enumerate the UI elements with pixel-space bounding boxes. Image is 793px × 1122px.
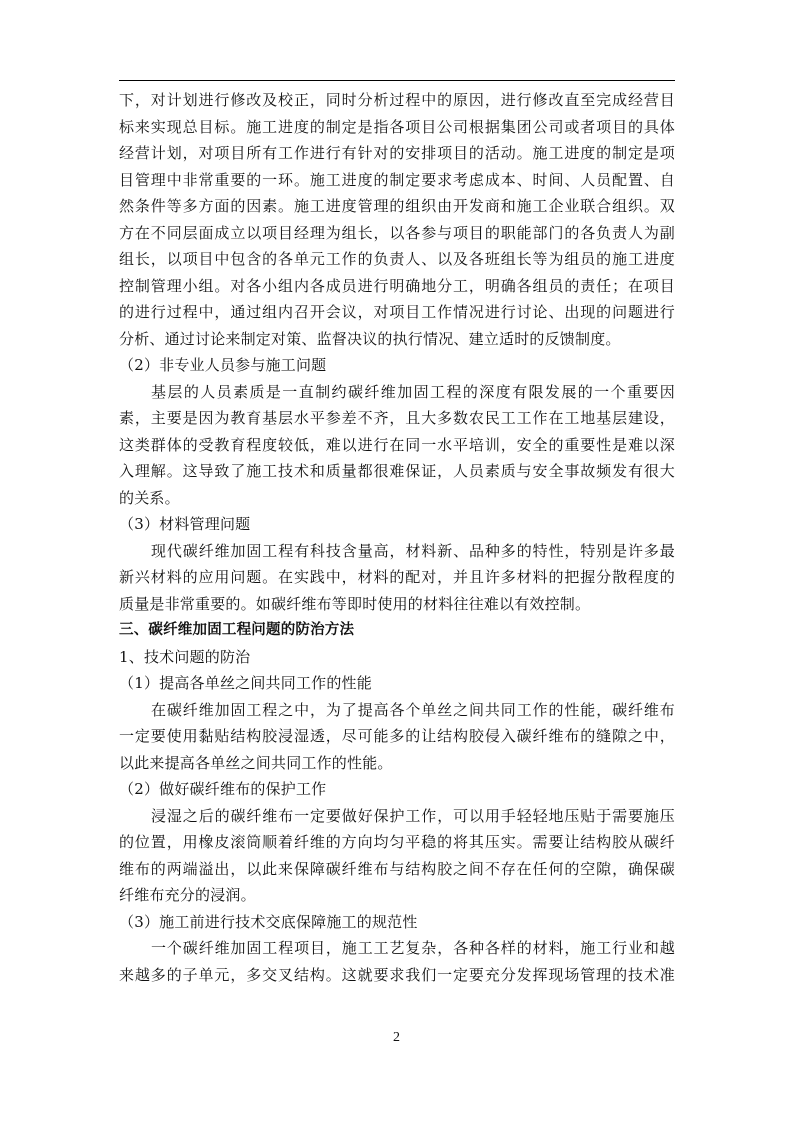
header-rule xyxy=(119,80,675,81)
paragraph-line: 方在不同层面成立以项目经理为组长，以各参与项目的职能部门的各负责人为副 xyxy=(119,223,675,242)
paragraph-line: 浸湿之后的碳纤维布一定要做好保护工作，可以用手轻轻地压贴于需要施压 xyxy=(151,806,675,825)
paragraph-line: 目管理中非常重要的一环。施工进度的制定要求考虑成本、时间、人员配置、自 xyxy=(119,170,675,189)
subsection-heading: 1、技术问题的防治 xyxy=(119,647,251,666)
paragraph-line: 下，对计划进行修改及校正，同时分析过程中的原因，进行修改直至完成经营目 xyxy=(119,91,675,109)
paragraph-line: 一定要使用黏贴结构胶浸湿透，尽可能多的让结构胶侵入碳纤维布的缝隙之中， xyxy=(119,727,675,745)
subsection-heading: （2）做好碳纤维布的保护工作 xyxy=(119,780,327,798)
paragraph-line: 控制管理小组。对各小组内各成员进行明确地分工，明确各组员的责任；在项目 xyxy=(119,276,675,295)
subsection-heading: （2）非专业人员参与施工问题 xyxy=(119,356,327,374)
paragraph-line: 现代碳纤维加固工程有科技含量高，材料新、品种多的特性，特别是许多最 xyxy=(151,541,675,560)
paragraph-line: 的位置，用橡皮滚筒顺着纤维的方向均匀平稳的将其压实。需要让结构胶从碳纤 xyxy=(119,833,675,851)
paragraph-line: 然条件等多方面的因素。施工进度管理的组织由开发商和施工企业联合组织。双 xyxy=(119,197,675,215)
paragraph-line: 这类群体的受教育程度较低，难以进行在同一水平培训，安全的重要性是难以深 xyxy=(119,435,675,454)
paragraph-line: 一个碳纤维加固工程项目，施工工艺复杂，各种各样的材料，施工行业和越 xyxy=(151,939,675,957)
paragraph-line: 来越多的子单元，多交叉结构。这就要求我们一定要充分发挥现场管理的技术准 xyxy=(119,965,675,984)
paragraph-line: 基层的人员素质是一直制约碳纤维加固工程的深度有限发展的一个重要因 xyxy=(151,382,675,401)
paragraph-line: 质量是非常重要的。如碳纤维布等即时使用的材料往往难以有效控制。 xyxy=(119,594,591,613)
paragraph-line: 新兴材料的应用问题。在实践中，材料的配对，并且许多材料的把握分散程度的 xyxy=(119,568,675,586)
paragraph-line: 分析、通过讨论来制定对策、监督决议的执行情况、建立适时的反馈制度。 xyxy=(119,329,621,348)
paragraph-line: 入理解。这导致了施工技术和质量都很难保证，人员素质与安全事故频发有很大 xyxy=(119,462,675,480)
paragraph-line: 以此来提高各单丝之间共同工作的性能。 xyxy=(119,753,393,772)
document-body xyxy=(119,87,675,988)
paragraph-line: 组长，以项目中包含的各单元工作的负责人、以及各班组长等为组员的施工进度 xyxy=(119,250,675,268)
subsection-heading: （3）施工前进行技术交底保障施工的规范性 xyxy=(119,912,418,931)
paragraph-line: 经营计划，对项目所有工作进行有针对的安排项目的活动。施工进度的制定是项 xyxy=(119,144,675,162)
section-heading: 三、碳纤维加固工程问题的防治方法 xyxy=(119,622,355,638)
subsection-heading: （3）材料管理问题 xyxy=(119,515,251,533)
paragraph-line: 的进行过程中，通过组内召开会议，对项目工作情况进行讨论、出现的问题进行 xyxy=(119,303,675,321)
paragraph-line: 在碳纤维加固工程之中，为了提高各个单丝之间共同工作的性能，碳纤维布 xyxy=(151,700,675,719)
page-number: 2 xyxy=(393,1030,400,1045)
paragraph-line: 标来实现总目标。施工进度的制定是指各项目公司根据集团公司或者项目的具体 xyxy=(119,117,675,136)
paragraph-line: 维布的两端溢出，以此来保障碳纤维布与结构胶之间不存在任何的空隙，确保碳 xyxy=(119,859,675,878)
paragraph-line: 的关系。 xyxy=(119,488,180,507)
paragraph-line: 素，主要是因为教育基层水平参差不齐，且大多数农民工工作在工地基层建设， xyxy=(119,409,675,427)
subsection-heading: （1）提高各单丝之间共同工作的性能 xyxy=(119,674,372,692)
paragraph-line: 纤维布充分的浸润。 xyxy=(119,886,256,904)
